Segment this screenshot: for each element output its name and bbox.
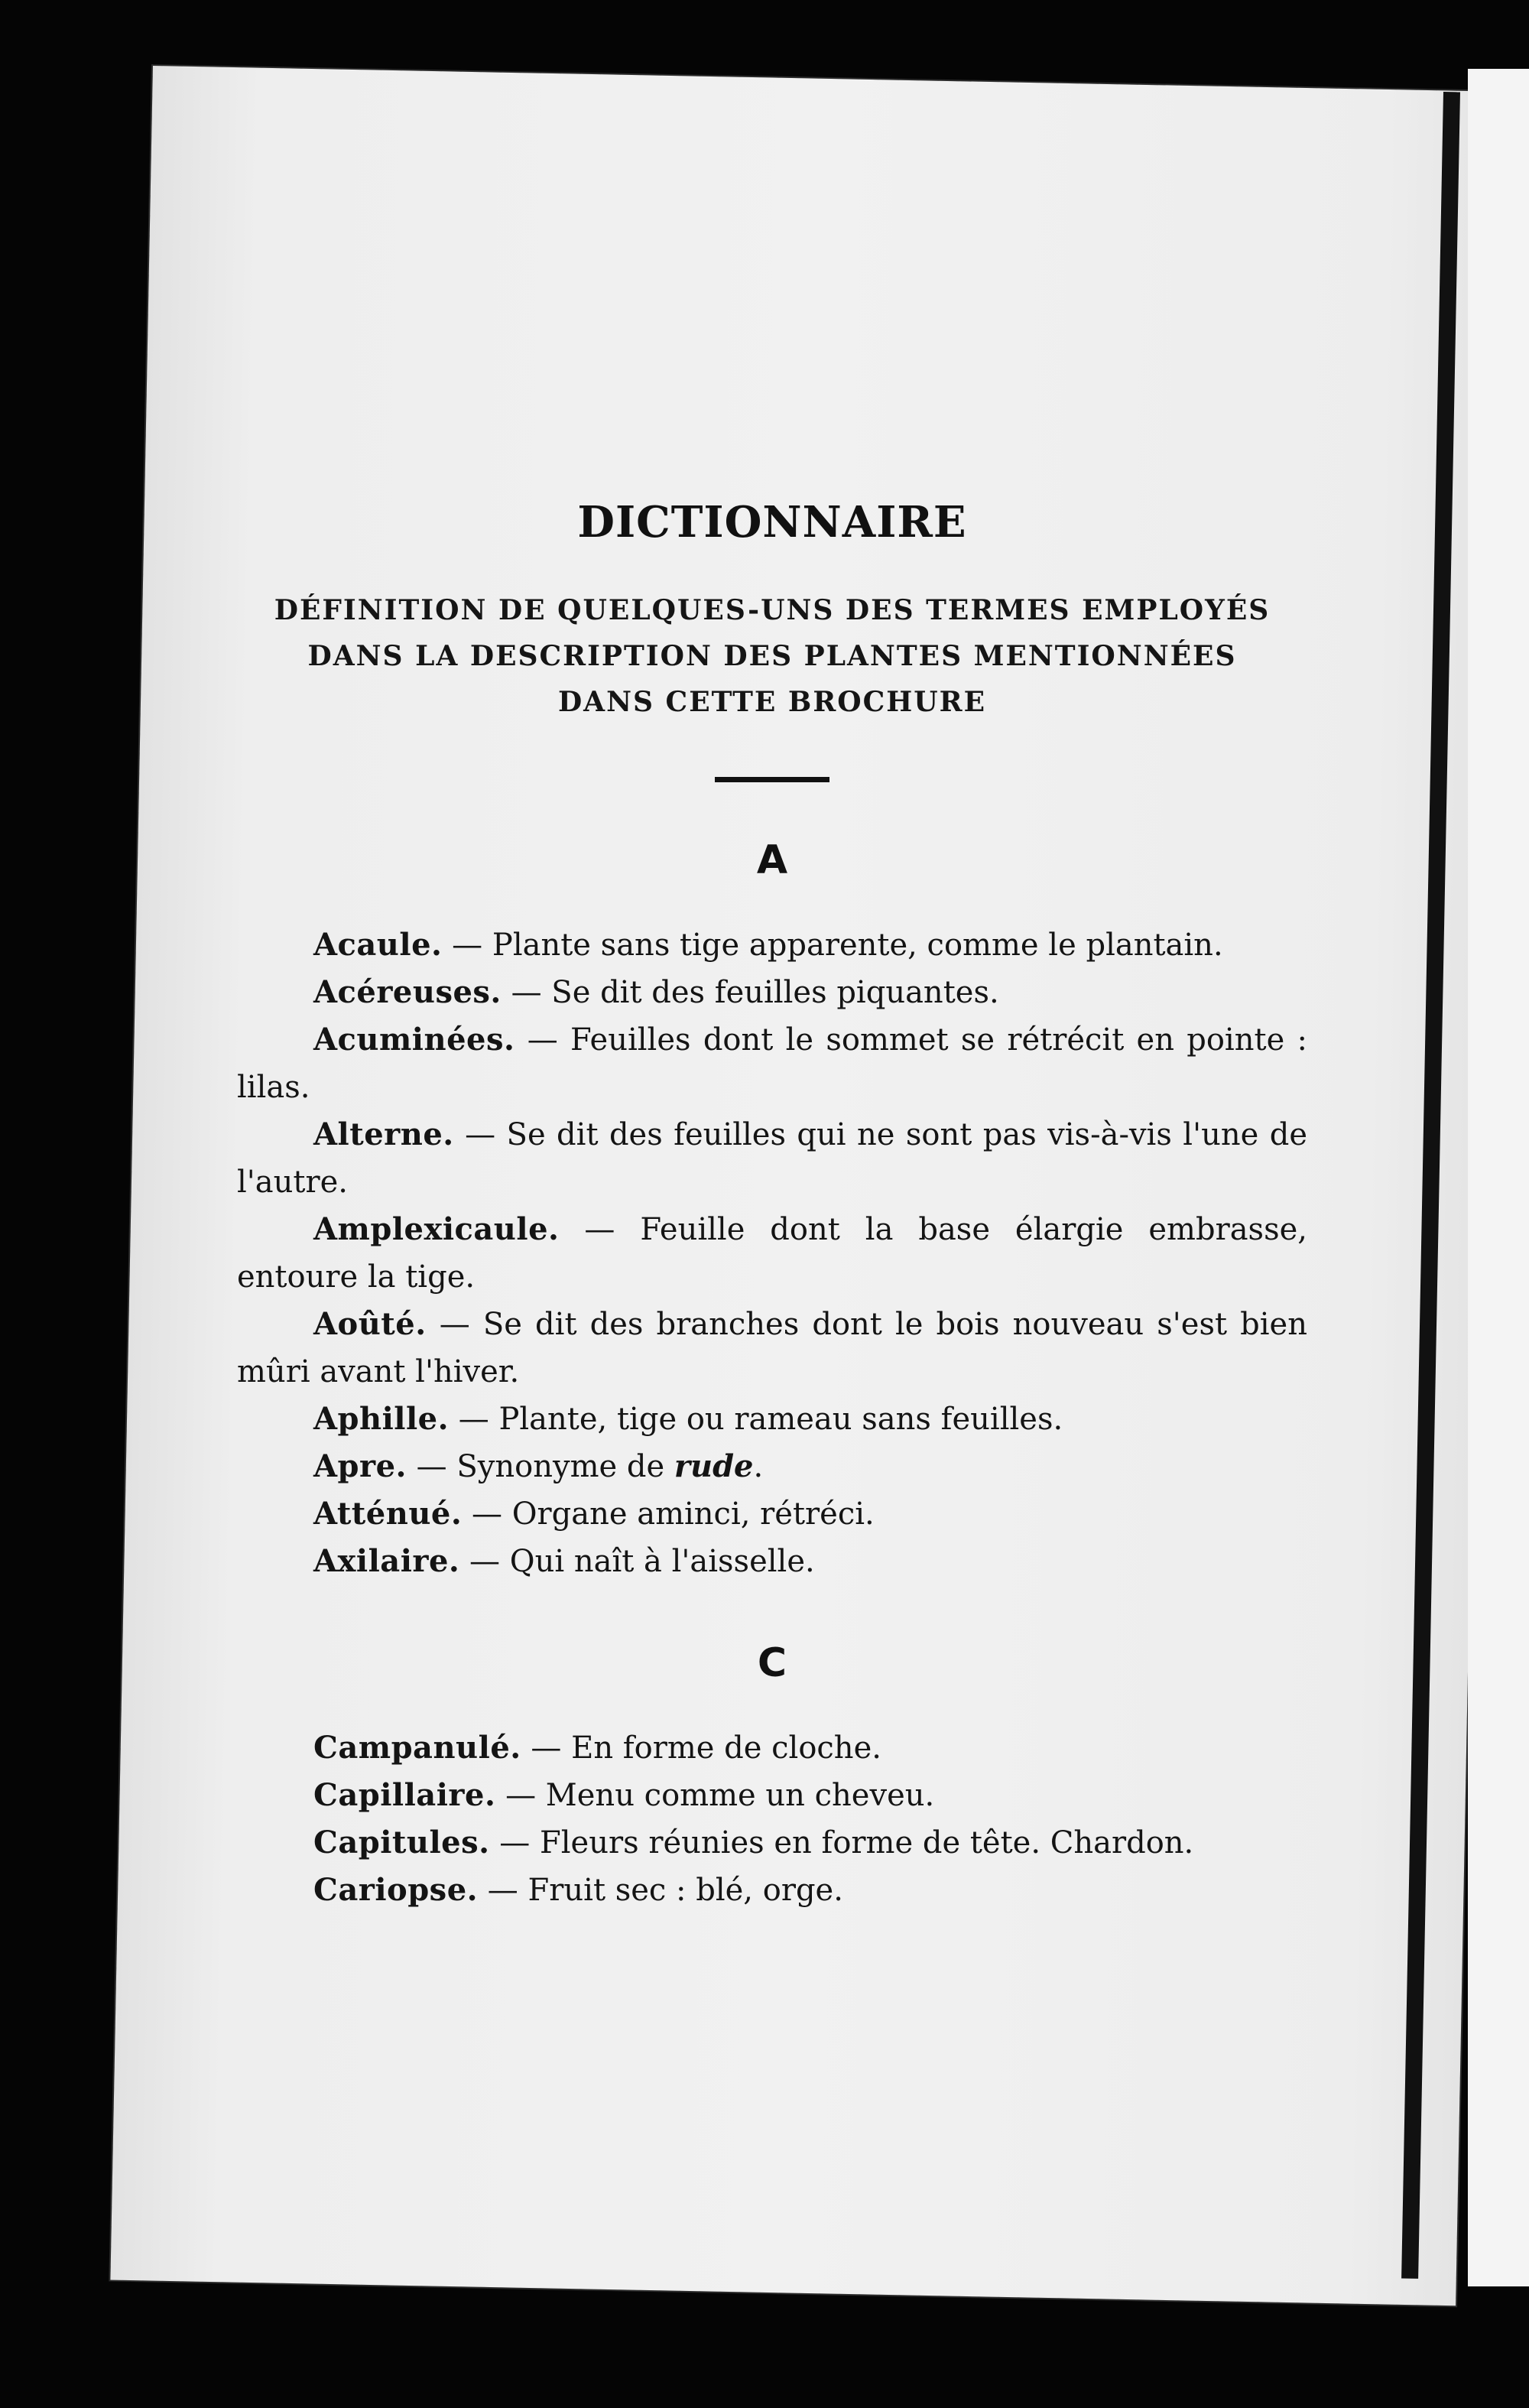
entry-definition: — En forme de cloche. [521, 1730, 881, 1766]
entry-definition: — Organe aminci, rétréci. [462, 1496, 875, 1532]
entry-term: Axilaire. [313, 1543, 460, 1579]
entry-definition: — Se dit des feuilles piquantes. [501, 975, 999, 1010]
entry-definition: — Fleurs réunies en forme de tête. Chardon. [489, 1825, 1194, 1860]
entry-definition: — Feuille dont la base élargie embrasse, entoure la tige. [237, 1212, 1307, 1295]
dictionary-entry [237, 1490, 1307, 1538]
entry-definition: — Qui naît à l'aisselle. [459, 1544, 815, 1579]
section-c-entries [237, 1724, 1307, 1914]
subtitle-line: DÉFINITION DE QUELQUES-UNS DES TERMES EMPLOYÉS [274, 594, 1271, 626]
entry-definition: — Feuilles dont le sommet se rétrécit en pointe : lilas. [237, 1022, 1307, 1105]
entry-term: Campanulé. [313, 1730, 521, 1766]
entry-term: Cariopse. [313, 1872, 479, 1908]
entry-definition: — Synonyme de [406, 1449, 674, 1484]
dictionary-entry [237, 1206, 1307, 1301]
entry-term: Atténué. [313, 1496, 463, 1532]
section-letter-a: A [756, 837, 788, 883]
dictionary-entry [237, 1016, 1307, 1111]
page-content [237, 497, 1307, 1914]
page-title: DICTIONNAIRE [577, 497, 967, 548]
dictionary-entry [237, 1772, 1307, 1819]
entry-term: Apre. [313, 1448, 407, 1484]
dictionary-entry [237, 969, 1307, 1016]
dictionary-entry [237, 1538, 1307, 1585]
entry-term: Amplexicaule. [313, 1211, 560, 1247]
dictionary-entry [237, 1819, 1307, 1867]
entry-term: Acuminées. [313, 1022, 515, 1058]
entry-definition: — Menu comme un cheveu. [495, 1778, 935, 1813]
dictionary-entry [237, 1443, 1307, 1490]
entry-definition-end: . [753, 1449, 764, 1484]
dictionary-entry [237, 921, 1307, 969]
divider-rule [715, 777, 829, 782]
dictionary-entry [237, 1724, 1307, 1772]
subtitle-line: DANS CETTE BROCHURE [557, 686, 987, 718]
entry-term: Acaule. [313, 927, 443, 963]
entry-definition: — Fruit sec : blé, orge. [478, 1873, 843, 1908]
entry-definition: — Se dit des branches dont le bois nouveau s'est bien mûri avant l'hiver. [237, 1307, 1307, 1389]
dictionary-entry [237, 1301, 1307, 1396]
entry-definition: — Plante, tige ou rameau sans feuilles. [449, 1402, 1063, 1437]
entry-definition: — Plante sans tige apparente, comme le plantain. [442, 928, 1223, 963]
entry-term: Capitules. [313, 1825, 490, 1860]
dictionary-entry [237, 1111, 1307, 1206]
entry-definition: — Se dit des feuilles qui ne sont pas vis-à-vis l'une de l'autre. [237, 1117, 1307, 1200]
dictionary-entry [237, 1396, 1307, 1443]
entry-term: Acéreuses. [313, 974, 502, 1010]
entry-definition-emphasis: rude [674, 1448, 754, 1484]
entry-term: Aoûté. [313, 1306, 427, 1342]
dictionary-entry [237, 1867, 1307, 1914]
entry-term: Capillaire. [313, 1777, 496, 1813]
section-a-entries [237, 921, 1307, 1585]
section-letter-c: C [757, 1640, 787, 1686]
entry-term: Alterne. [313, 1116, 454, 1152]
subtitle-line: DANS LA DESCRIPTION DES PLANTES MENTIONNÉES [307, 640, 1237, 672]
next-page-edge [1468, 69, 1529, 2286]
entry-term: Aphille. [313, 1401, 450, 1437]
